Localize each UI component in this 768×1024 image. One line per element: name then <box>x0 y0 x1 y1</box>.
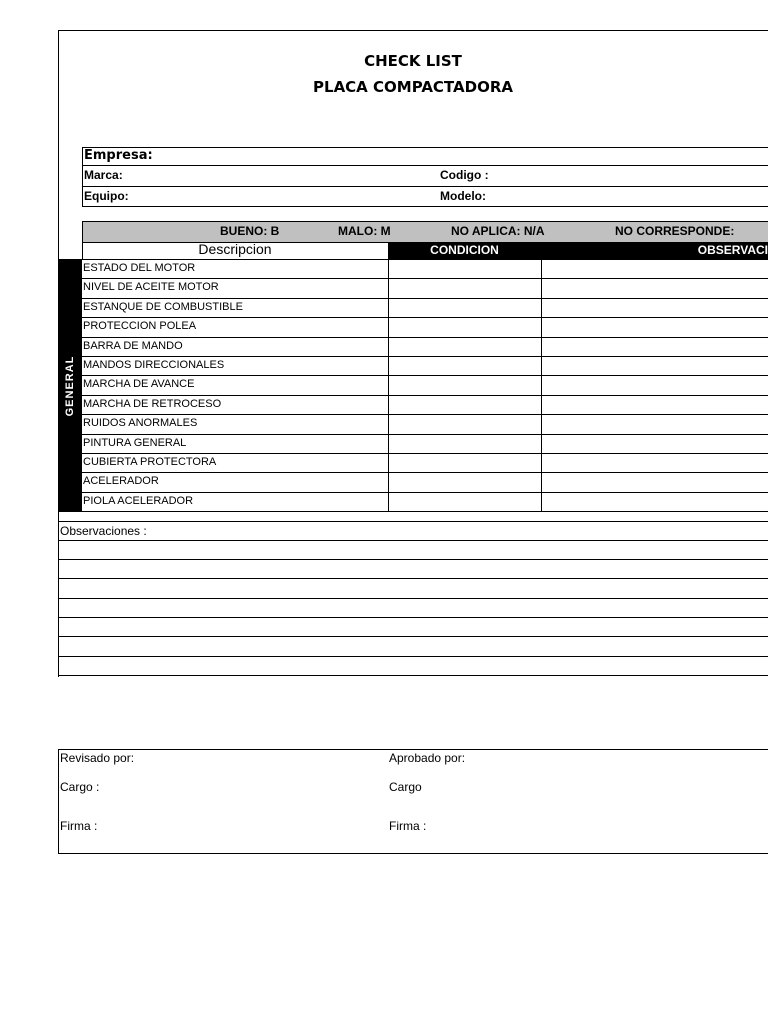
obs-bottom-border <box>58 675 768 676</box>
row-divider <box>82 298 768 299</box>
checklist-item-label: PROTECCION POLEA <box>83 320 197 333</box>
empresa-label: Empresa: <box>84 148 153 163</box>
firma-left-label: Firma : <box>60 819 98 833</box>
info-divider-2 <box>82 186 768 187</box>
sig-left-border <box>58 749 59 854</box>
col-divider-observacion <box>541 259 542 512</box>
info-bottom-border <box>82 206 768 207</box>
legend-bueno: BUENO: B <box>220 224 280 238</box>
table-header-bottom <box>82 259 768 260</box>
obs-line-2 <box>58 559 768 560</box>
checklist-item-label: MARCHA DE AVANCE <box>83 378 195 391</box>
row-divider <box>82 472 768 473</box>
checklist-item-label: ESTADO DEL MOTOR <box>83 262 196 274</box>
info-divider-1 <box>82 165 768 166</box>
checklist-item-label: ESTANQUE DE COMBUSTIBLE <box>83 300 243 313</box>
aprobado-label: Aprobado por: <box>389 751 466 765</box>
legend-no-aplica: NO APLICA: N/A <box>451 224 545 238</box>
checklist-item-label: BARRA DE MANDO <box>83 339 183 352</box>
sig-bottom-border <box>58 853 768 854</box>
obs-line-4 <box>58 598 768 599</box>
row-divider <box>82 434 768 435</box>
page-title: CHECK LIST <box>364 52 462 70</box>
revisado-label: Revisado por: <box>60 751 135 765</box>
checklist-item-label: CUBIERTA PROTECTORA <box>83 456 217 468</box>
legend-malo: MALO: M <box>338 224 391 238</box>
info-top-border <box>82 147 768 148</box>
row-divider <box>82 356 768 357</box>
page-subtitle: PLACA COMPACTADORA <box>313 78 513 96</box>
checklist-item-label: MANDOS DIRECCIONALES <box>83 359 225 371</box>
section-label-wrap <box>58 259 82 512</box>
col-header-observacion: OBSERVACI <box>541 242 768 259</box>
modelo-label: Modelo: <box>440 189 486 203</box>
row-divider <box>82 414 768 415</box>
row-divider <box>82 317 768 318</box>
obs-line-5 <box>58 617 768 618</box>
col-divider-condicion <box>388 259 389 512</box>
obs-top-border <box>58 521 768 522</box>
col-header-condicion: CONDICION <box>388 242 541 259</box>
row-divider <box>82 375 768 376</box>
observaciones-label: Observaciones : <box>60 524 147 538</box>
checklist-item-label: ACELERADOR <box>83 475 159 488</box>
firma-right-label: Firma : <box>389 819 427 833</box>
codigo-label: Codigo : <box>440 168 489 182</box>
obs-line-7 <box>58 656 768 657</box>
row-divider <box>82 278 768 279</box>
checklist-item-label: NIVEL DE ACEITE MOTOR <box>83 281 219 294</box>
legend-no-corresponde: NO CORRESPONDE: <box>615 224 735 238</box>
equipo-label: Equipo: <box>84 189 129 203</box>
info-left-border <box>82 147 83 206</box>
row-divider <box>82 511 768 512</box>
cargo-right-label: Cargo <box>389 780 422 794</box>
row-divider <box>82 395 768 396</box>
cargo-left-label: Cargo : <box>60 780 100 794</box>
legend-bar <box>82 221 768 243</box>
row-divider <box>82 492 768 493</box>
section-label-general: GENERAL <box>64 355 76 416</box>
marca-label: Marca: <box>84 168 123 182</box>
checklist-item-label: PINTURA GENERAL <box>83 436 187 449</box>
checklist-sheet <box>58 30 768 677</box>
checklist-item-label: MARCHA DE RETROCESO <box>83 397 222 410</box>
checklist-item-label: RUIDOS ANORMALES <box>83 417 198 430</box>
row-divider <box>82 453 768 454</box>
obs-line-3 <box>58 578 768 579</box>
col-header-descripcion: Descripcion <box>198 241 272 257</box>
obs-line-1 <box>58 540 768 541</box>
sig-top-border <box>58 749 768 750</box>
obs-line-6 <box>58 636 768 637</box>
row-divider <box>82 337 768 338</box>
checklist-item-label: PIOLA ACELERADOR <box>83 494 194 507</box>
